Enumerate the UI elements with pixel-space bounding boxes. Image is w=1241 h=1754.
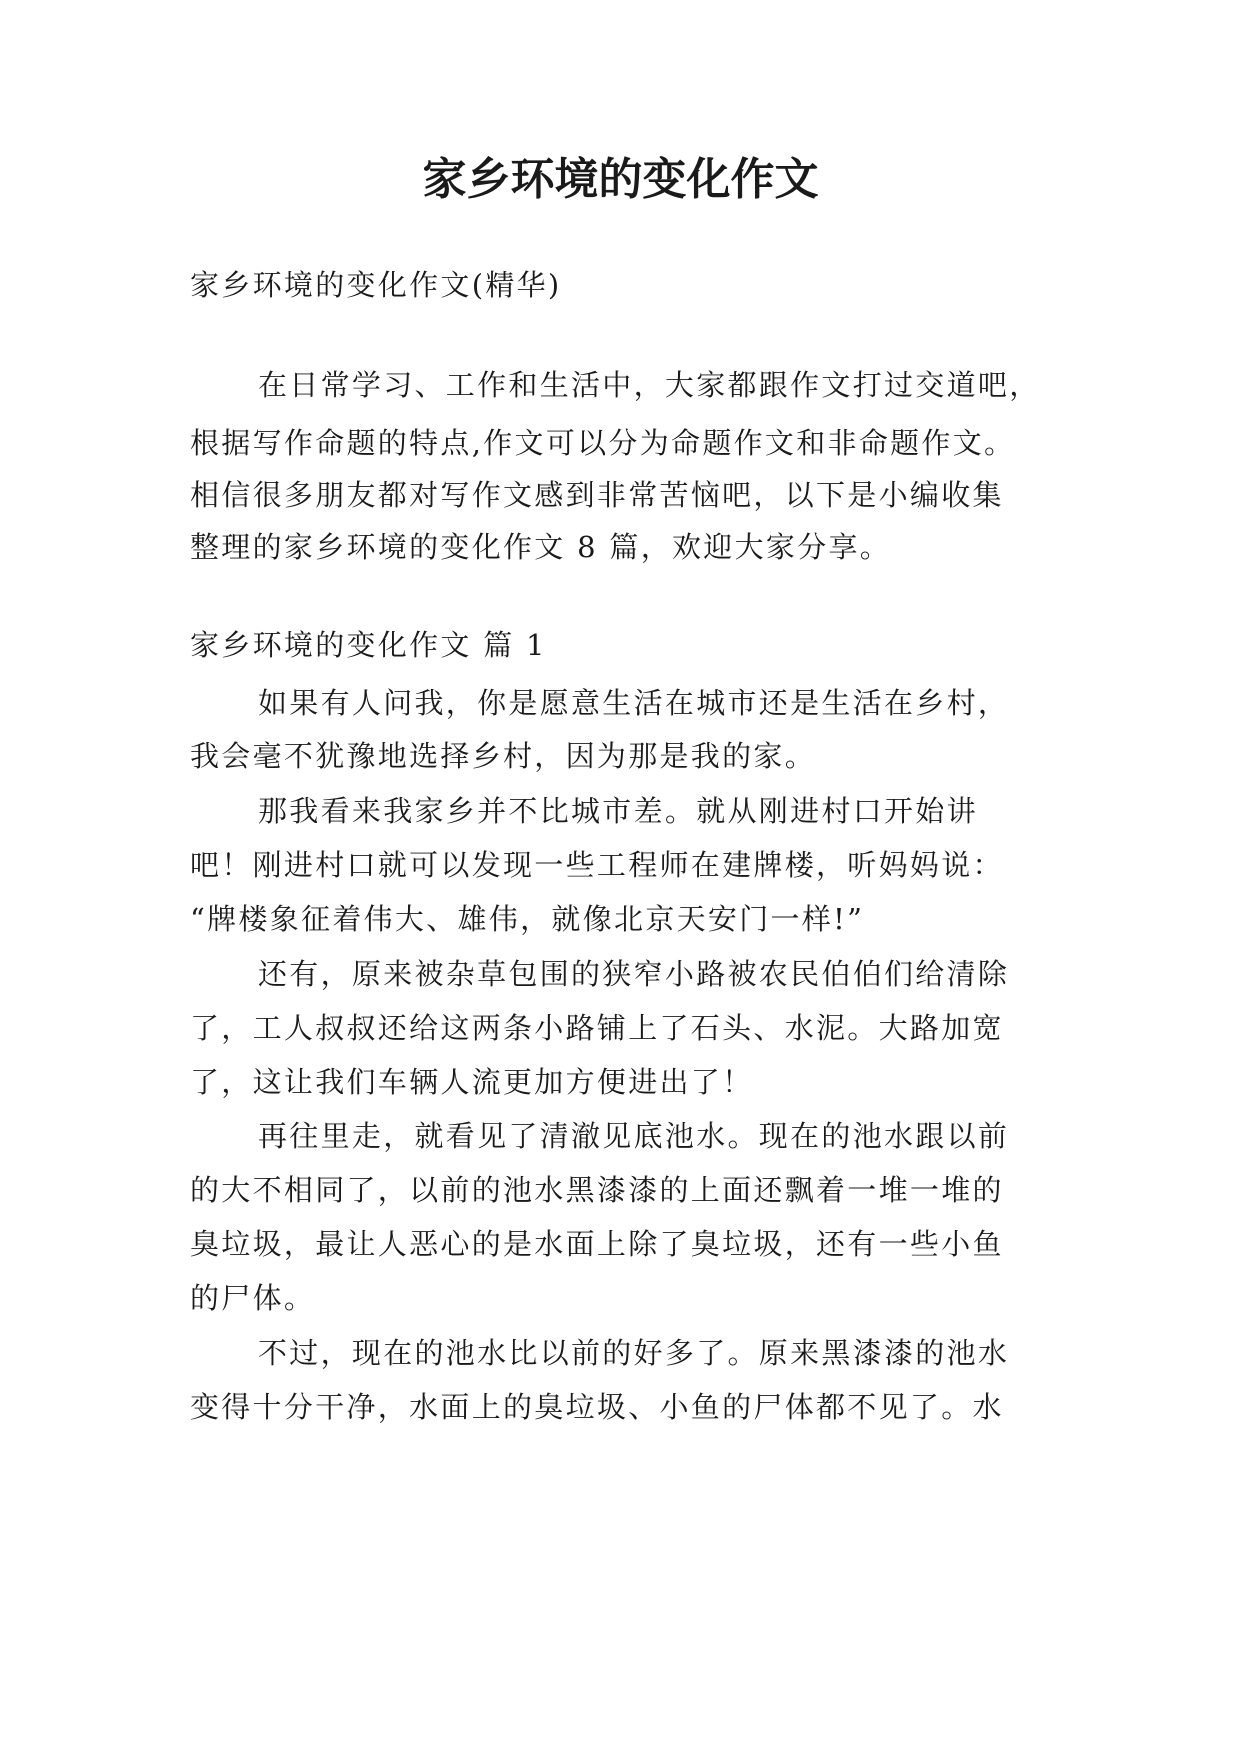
paragraph-line: 还有，原来被杂草包围的狭窄小路被农民伯伯们给清除 (258, 957, 1010, 991)
paragraph-line: 的大不相同了，以前的池水黑漆漆的上面还飘着一堆一堆的 (190, 1173, 1004, 1207)
intro-line: 相信很多朋友都对写作文感到非常苦恼吧，以下是小编收集 (190, 478, 1004, 512)
paragraph-line: 再往里走，就看见了清澈见底池水。现在的池水跟以前 (258, 1119, 1010, 1153)
paragraph-line: 吧！刚进村口就可以发现一些工程师在建牌楼，听妈妈说： (190, 848, 1004, 882)
paragraph-line: 我会毫不犹豫地选择乡村，因为那是我的家。 (190, 739, 817, 773)
paragraph-line: 如果有人问我，你是愿意生活在城市还是生活在乡村， (258, 686, 1010, 720)
intro-line: 根据写作命题的特点,作文可以分为命题作文和非命题作文。 (190, 426, 1016, 460)
paragraph-line: 那我看来我家乡并不比城市差。就从刚进村口开始讲 (258, 794, 978, 828)
paragraph-line: 变得十分干净，水面上的臭垃圾、小鱼的尸体都不见了。水 (190, 1390, 1004, 1424)
document-title: 家乡环境的变化作文 (422, 154, 819, 205)
intro-line: 在日常学习、工作和生活中，大家都跟作文打过交道吧， (258, 368, 1041, 402)
paragraph-line: 了，这让我们车辆人流更加方便进出了！ (190, 1065, 754, 1099)
paragraph-line: 臭垃圾，最让人恶心的是水面上除了臭垃圾，还有一些小鱼 (190, 1227, 1004, 1261)
paragraph-line: 不过，现在的池水比以前的好多了。原来黑漆漆的池水 (258, 1336, 1010, 1370)
section-heading: 家乡环境的变化作文 篇 1 (190, 628, 547, 662)
paragraph-line: “牌楼象征着伟大、雄伟，就像北京天安门一样!” (190, 902, 865, 936)
paragraph-line: 的尸体。 (190, 1281, 316, 1315)
intro-line: 整理的家乡环境的变化作文 8 篇，欢迎大家分享。 (190, 530, 892, 564)
document-subtitle: 家乡环境的变化作文(精华) (190, 268, 562, 302)
paragraph-line: 了，工人叔叔还给这两条小路铺上了石头、水泥。大路加宽 (190, 1011, 1004, 1045)
